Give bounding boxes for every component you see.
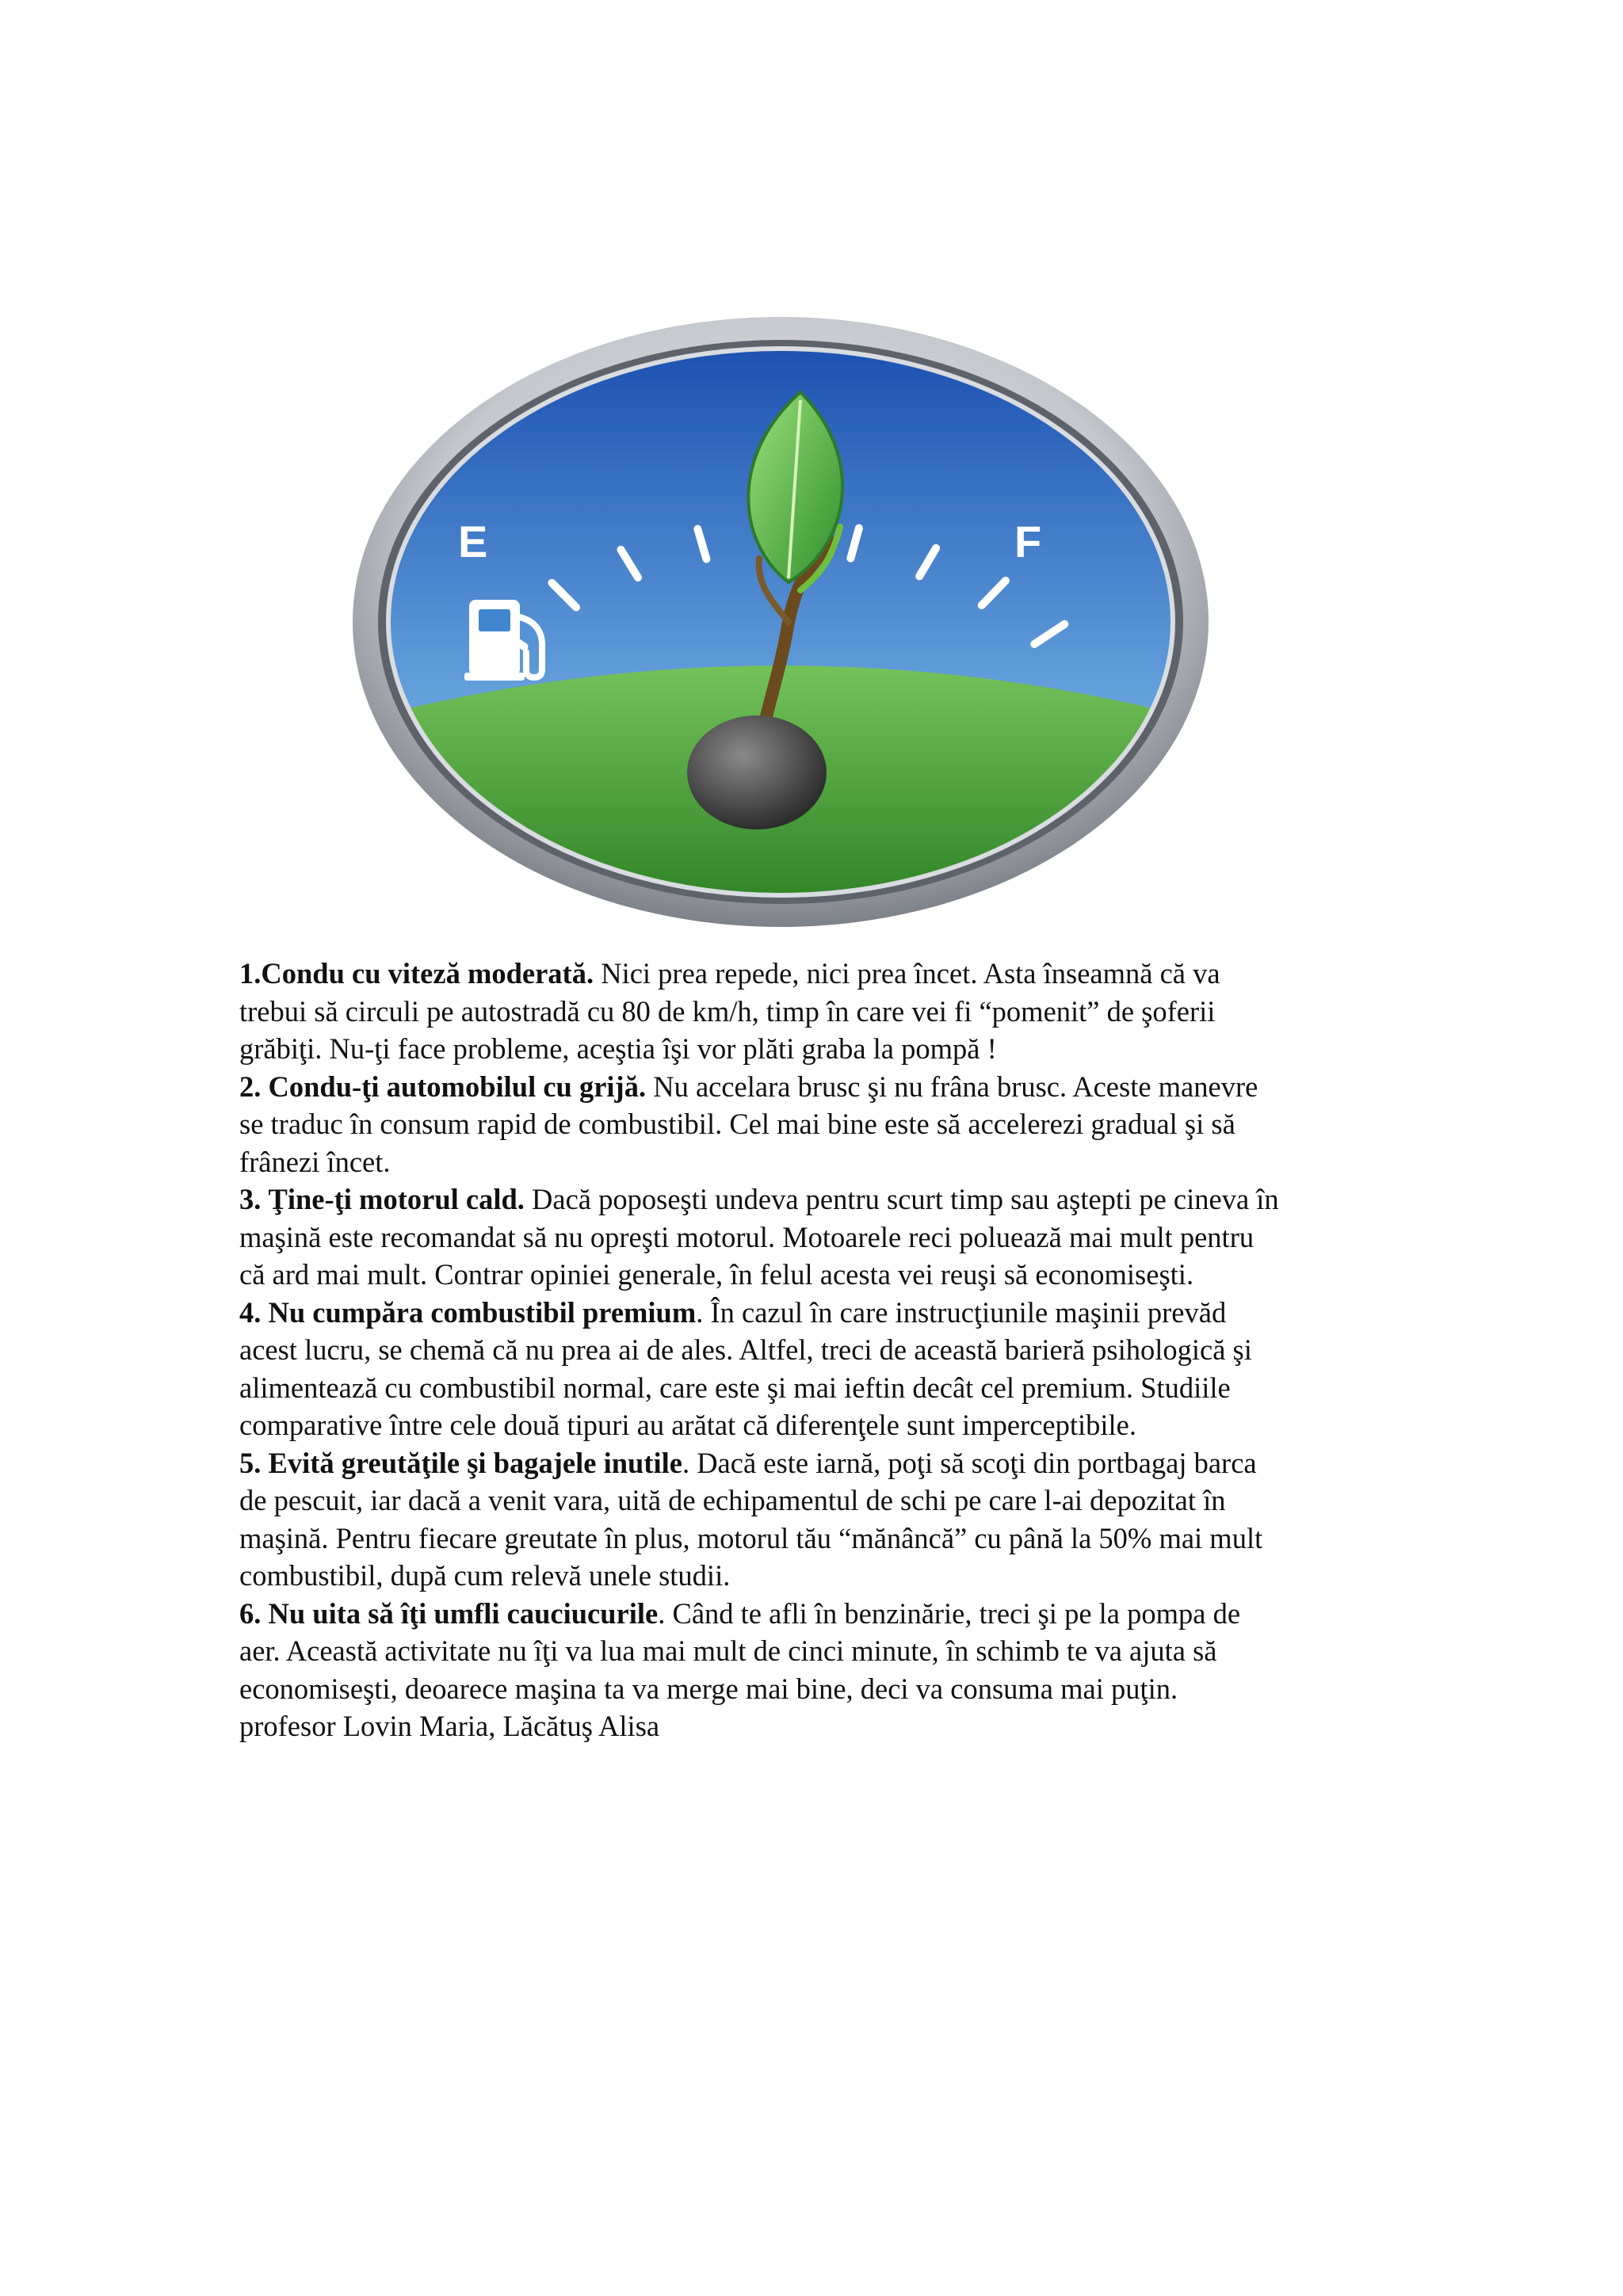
tip-text: alimentează cu combustibil normal, care este şi mai ieftin decât cel premium. Studiile xyxy=(239,1371,1231,1404)
tip-text: . Când te afli în benzinărie, treci şi pe la pompa de xyxy=(658,1596,1241,1630)
tip-2-line-3 xyxy=(239,1143,1396,1181)
tip-4-line-1 xyxy=(239,1294,1396,1332)
tip-text: că ard mai mult. Contrar opiniei generale, în felul acesta vei reuşi să economiseşti. xyxy=(239,1258,1194,1291)
tip-6-line-2 xyxy=(239,1632,1396,1670)
tip-6-line-3 xyxy=(239,1670,1396,1708)
tip-5-line-1 xyxy=(239,1444,1396,1482)
gauge-knob xyxy=(687,715,827,830)
tip-text: maşină este recomandat să nu opreşti motorul. Motoarele reci poluează mai mult pentru xyxy=(239,1220,1254,1253)
tip-3-line-1 xyxy=(239,1180,1396,1219)
tip-text: Dacă poposeşti undeva pentru scurt timp sau aştepti pe cineva în xyxy=(524,1183,1279,1215)
tip-text: grăbiţi. Nu-ţi face probleme, aceştia îşi vor plăti graba la pompă ! xyxy=(239,1032,997,1065)
tip-text: aer. Această activitate nu îţi va lua mai mult de cinci minute, în schimb te va ajuta să xyxy=(239,1634,1217,1667)
tip-5-line-2 xyxy=(239,1482,1396,1520)
author-line: profesor Lovin Maria, Lăcătuş Alisa xyxy=(239,1710,660,1742)
tip-text: Nu accelara brusc şi nu frâna brusc. Aceste manevre xyxy=(646,1070,1258,1103)
fuel-gauge-svg xyxy=(325,305,1236,939)
tip-text: Nici prea repede, nici prea încet. Asta înseamnă că va xyxy=(594,957,1220,990)
tip-text: de pescuit, iar dacă a venit vara, uită de echipamentul de schi pe care l-ai depozitat în xyxy=(239,1484,1226,1516)
tip-2-line-1 xyxy=(239,1068,1396,1106)
tip-text: economiseşti, deoarece maşina ta va merge mai bine, deci va consuma mai puţin. xyxy=(239,1672,1178,1705)
tip-text: acest lucru, se chemă că nu prea ai de ales. Altfel, treci de această barieră psihologică şi xyxy=(239,1333,1252,1366)
tip-1-line-3 xyxy=(239,1030,1396,1068)
tip-text: . În cazul în care instrucţiunile maşinii prevăd xyxy=(696,1295,1227,1329)
fuel-saving-tips xyxy=(239,955,1396,1745)
tip-4-title: 4. Nu cumpăra combustibil premium xyxy=(239,1295,697,1329)
tip-3-line-3 xyxy=(239,1256,1396,1294)
tip-1-line-1 xyxy=(239,955,1396,993)
tip-4-line-2 xyxy=(239,1331,1396,1369)
full-label: F xyxy=(1014,517,1042,566)
tip-text: se traduc în consum rapid de combustibil. Cel mai bine este să accelerezi gradual şi să xyxy=(239,1108,1235,1140)
tip-text: frânezi încet. xyxy=(239,1145,391,1178)
tip-5-line-3 xyxy=(239,1520,1396,1558)
tip-2-title: 2. Condu-ţi automobilul cu grijă. xyxy=(239,1070,647,1103)
tip-text: trebui să circuli pe autostradă cu 80 de km/h, timp în care vei fi “pomenit” de şoferii xyxy=(239,994,1216,1028)
tip-text: combustibil, după cum relevă unele studii. xyxy=(239,1559,731,1592)
fuel-gauge-illustration xyxy=(325,305,1236,939)
tip-5-title: 5. Evită greutăţile şi bagajele inutile xyxy=(239,1446,682,1479)
tip-2-line-2 xyxy=(239,1105,1396,1143)
tip-4-line-4 xyxy=(239,1406,1396,1444)
tip-text: . Dacă este iarnă, poţi să scoţi din portbagaj barca xyxy=(682,1446,1257,1479)
tip-6-line-1 xyxy=(239,1595,1396,1633)
empty-label: E xyxy=(458,517,488,566)
tip-4-line-3 xyxy=(239,1369,1396,1407)
tip-6-title: 6. Nu uita să îţi umfli cauciucurile xyxy=(239,1596,659,1630)
tip-text: maşină. Pentru fiecare greutate în plus, motorul tău “mănâncă” cu până la 50% mai mult xyxy=(239,1521,1263,1554)
tip-1-title: 1.Condu cu viteză moderată. xyxy=(239,957,594,990)
tip-3-title: 3. Ţine-ţi motorul cald. xyxy=(239,1183,525,1215)
tip-1-line-2 xyxy=(239,993,1396,1031)
tip-text: comparative între cele două tipuri au arătat că diferenţele sunt imperceptibile. xyxy=(239,1409,1136,1441)
tip-5-line-4 xyxy=(239,1557,1396,1595)
tip-3-line-2 xyxy=(239,1219,1396,1257)
